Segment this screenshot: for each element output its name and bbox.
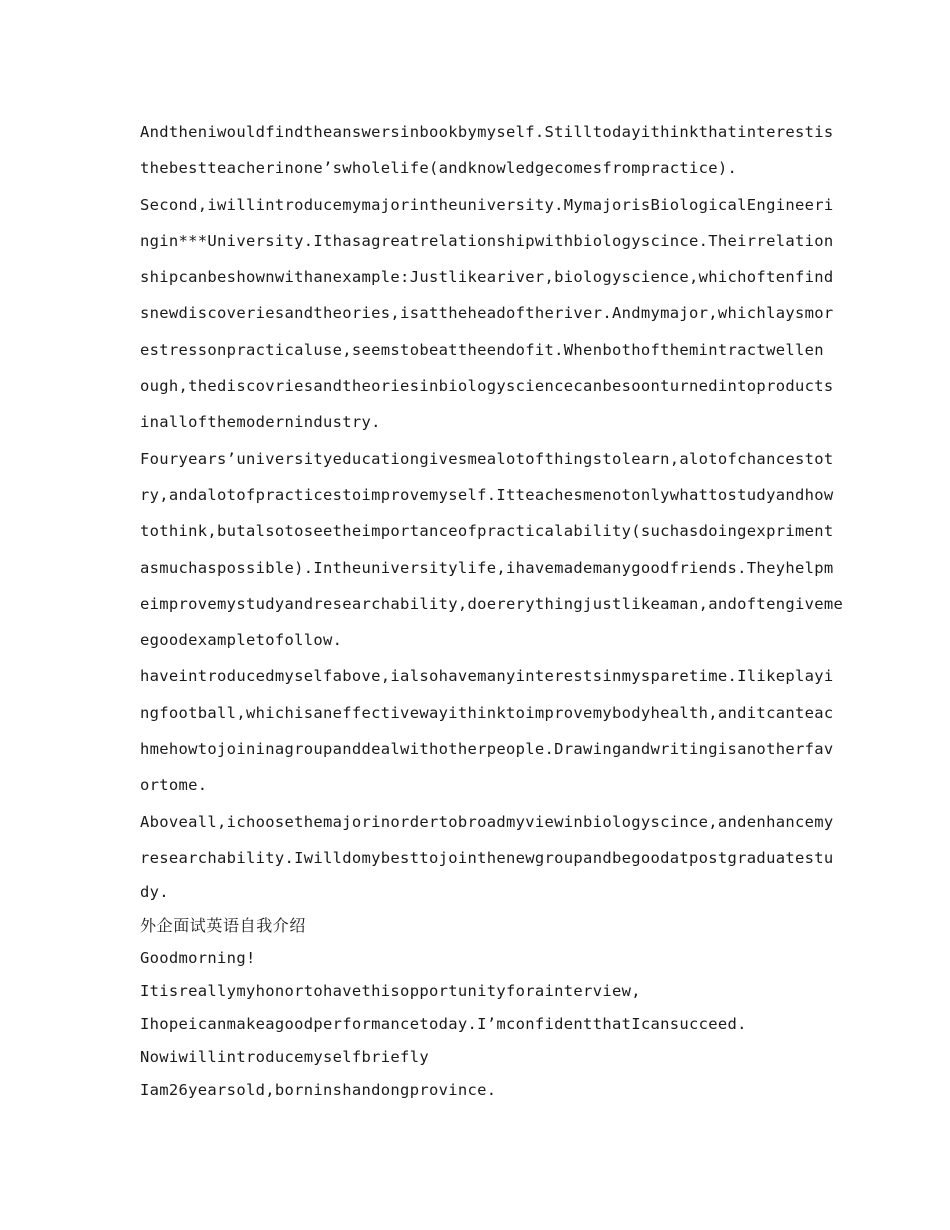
text-line: Ihopeicanmakeagoodperformancetoday.I’mconfidentthatIcansucceed. xyxy=(140,1015,747,1034)
text-line: Itisreallymyhonortohavethisopportunityforainterview, xyxy=(140,982,641,1001)
text-line: Andtheniwouldfindtheanswersinbookbymyself.Stilltodayithinkthatinterestis xyxy=(140,123,834,141)
text-line: ry,andalotofpracticestoimprovemyself.Itteachesmenotonlywhattostudyandhow xyxy=(140,485,834,504)
text-line: asmuchaspossible).Intheuniversitylife,ihavemademanygoodfriends.Theyhelpm xyxy=(140,558,834,577)
text-line: inallofthemodernindustry. xyxy=(140,413,381,432)
text-line: ortome. xyxy=(140,776,208,795)
text-line: ngfootball,whichisaneffectivewayithinktoimprovemybodyhealth,anditcanteac xyxy=(140,703,834,722)
text-line: Second,iwillintroducemymajorintheuniversity.MymajorisBiologicalEngineeri xyxy=(140,195,834,214)
text-line: shipcanbeshownwithanexample:Justlikeariver,biologyscience,whichoftenfind xyxy=(140,268,834,287)
text-line: estressonpracticaluse,seemstobeattheendofit.Whenbothofthemintractwellen xyxy=(140,340,824,359)
text-line: Iam26yearsold,borninshandongprovince. xyxy=(140,1081,497,1100)
text-line: ough,thediscovriesandtheoriesinbiologysciencecanbesoonturnedintoproducts xyxy=(140,377,834,396)
section-heading: 外企面试英语自我介绍 xyxy=(140,916,307,936)
text-line: tothink,butalsotoseetheimportanceofpracticalability(suchasdoingexpriment xyxy=(140,522,834,541)
text-line: snewdiscoveriesandtheories,isattheheadoftheriver.Andmymajor,whichlaysmor xyxy=(140,304,834,323)
document-body xyxy=(140,114,844,1107)
text-line: eimprovemystudyandresearchability,doererythingjustlikeaman,andoftengiveme xyxy=(140,594,844,613)
text-line: Fouryears’universityeducationgivesmealotofthingstolearn,alotofchancestot xyxy=(140,449,834,468)
text-line: egoodexampletofollow. xyxy=(140,631,343,650)
text-line: dy. xyxy=(140,883,169,902)
text-line: researchability.Iwilldomybesttojointhenewgroupandbegoodatpostgraduatestu xyxy=(140,848,834,867)
text-line: thebestteacherinone’swholelife(andknowledgecomesfrompractice). xyxy=(140,159,738,178)
text-line: Goodmorning! xyxy=(140,949,256,968)
text-line: hmehowtojoininagroupanddealwithotherpeople.Drawingandwritingisanotherfav xyxy=(140,740,834,759)
text-line: ngin***University.Ithasagreatrelationshipwithbiologyscince.Theirrelation xyxy=(140,231,834,250)
text-line: Nowiwillintroducemyselfbriefly xyxy=(140,1048,429,1067)
text-line: haveintroducedmyselfabove,ialsohavemanyinterestsinmysparetime.Ilikeplayi xyxy=(140,667,834,686)
text-line: Aboveall,ichoosethemajorinordertobroadmyviewinbiologyscince,andenhancemy xyxy=(140,812,834,831)
